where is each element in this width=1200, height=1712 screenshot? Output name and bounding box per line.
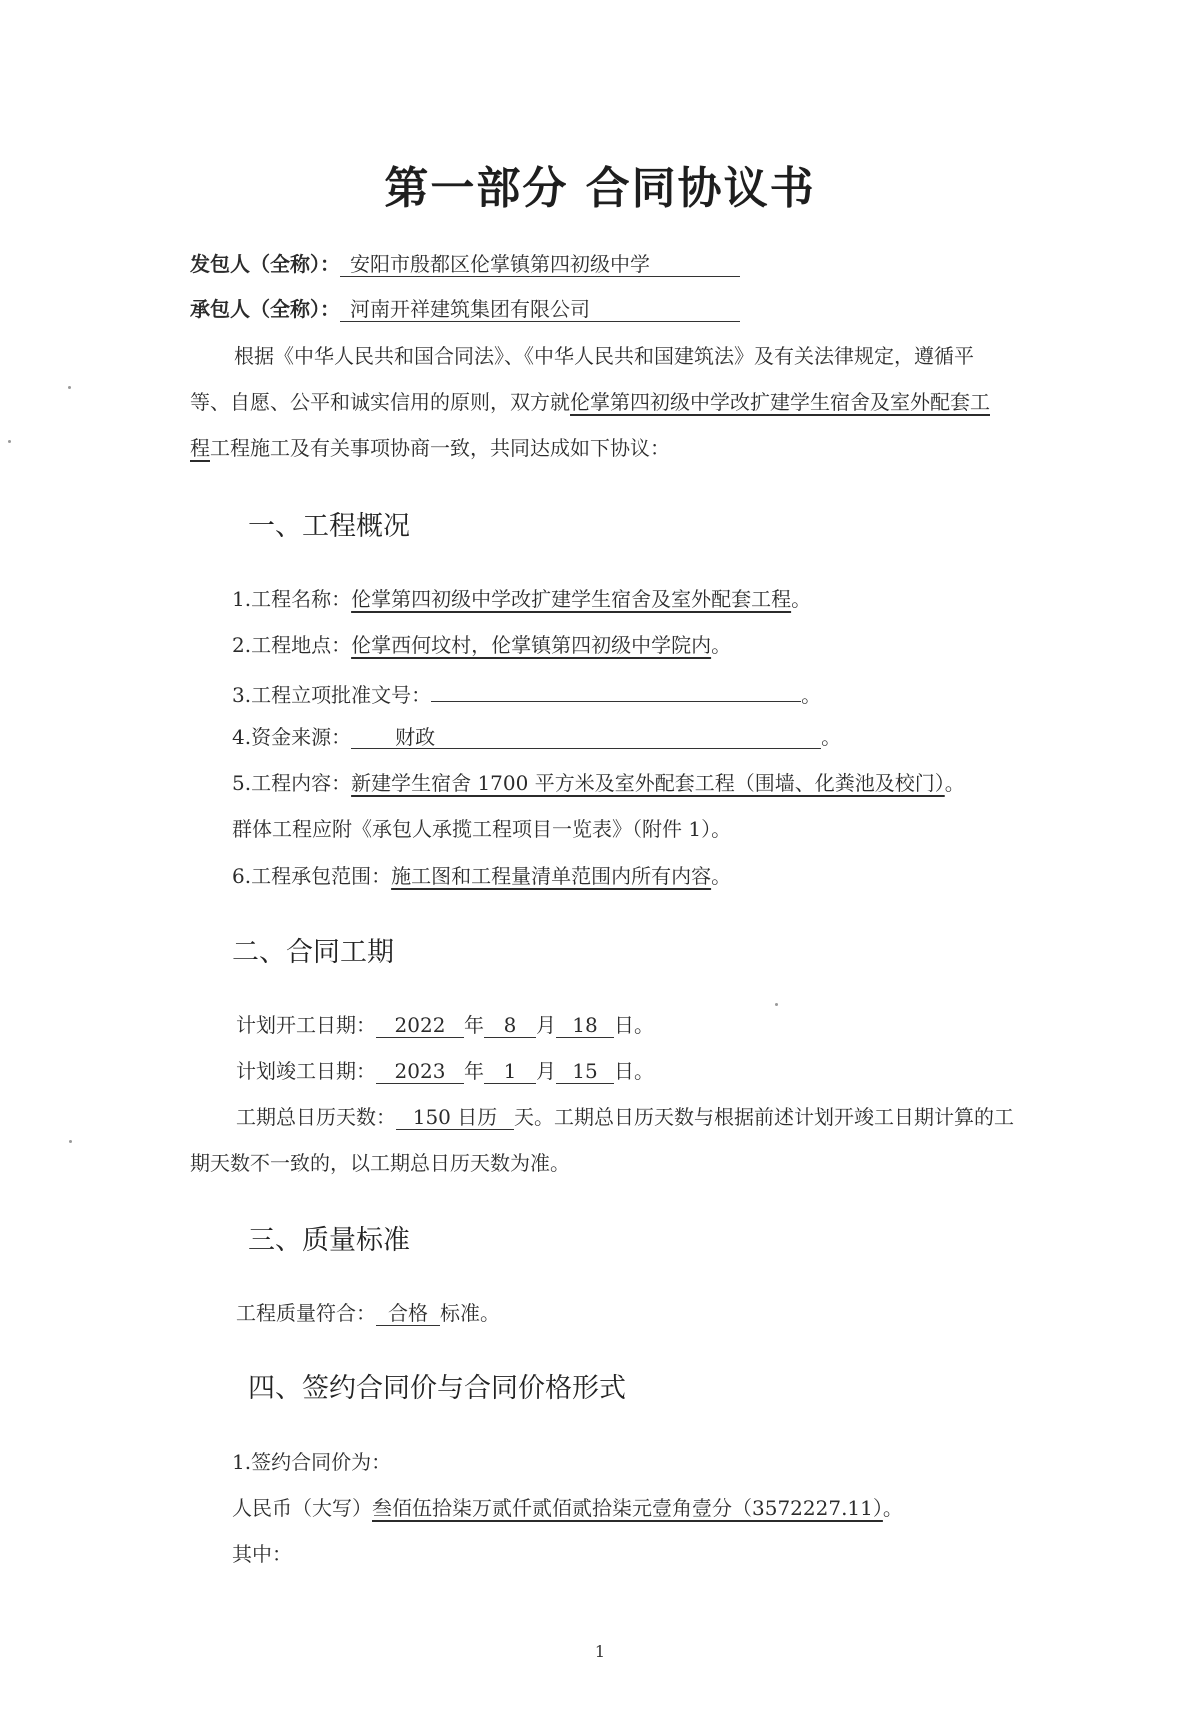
- quality-label: 工程质量符合：: [236, 1301, 376, 1325]
- start-day: 18: [556, 1013, 614, 1038]
- item-value: 伦掌西何坟村，伦掌镇第四初级中学院内: [351, 633, 712, 657]
- of-which-label: 其中：: [232, 1542, 292, 1566]
- rmb-end: 。: [882, 1496, 903, 1520]
- total-value: 150 日历: [396, 1105, 514, 1130]
- month-unit: 月: [536, 1059, 556, 1083]
- intro-line-2: [190, 388, 990, 416]
- rmb-amount-words: 叁佰伍拾柒万贰仟贰佰贰拾柒元壹角壹分: [372, 1496, 732, 1520]
- item-project-content: [232, 769, 965, 797]
- item-end: 。: [791, 587, 812, 611]
- page-number: 1: [594, 1642, 606, 1661]
- section-heading-contract-price: 四、签约合同价与合同价格形式: [248, 1373, 626, 1404]
- start-month: 8: [484, 1013, 536, 1038]
- item-value: [431, 677, 801, 702]
- rmb-amount-line: [232, 1494, 903, 1522]
- contract-price-item: 1.签约合同价为：: [232, 1450, 392, 1474]
- item-label: 1.工程名称：: [232, 587, 352, 611]
- project-name-underlined-end: 程: [190, 436, 210, 460]
- item-label: 2.工程地点：: [232, 633, 352, 657]
- end-year: 2023: [376, 1059, 464, 1084]
- day-unit: 日。: [614, 1059, 654, 1083]
- scan-speck: [8, 440, 11, 443]
- scan-speck: [69, 1140, 72, 1143]
- item-project-name: [232, 585, 811, 613]
- item-value: 新建学生宿舍 1700 平方米及室外配套工程（围墙、化粪池及校门）: [351, 771, 945, 795]
- quality-suffix: 标准。: [440, 1301, 500, 1325]
- item-project-location: [232, 631, 731, 659]
- item-value: 财政: [351, 725, 821, 749]
- start-label: 计划开工日期：: [236, 1013, 376, 1037]
- year-unit: 年: [464, 1013, 484, 1037]
- month-unit: 月: [536, 1013, 556, 1037]
- total-label: 工期总日历天数：: [236, 1105, 396, 1129]
- planned-start-date: [236, 1011, 654, 1039]
- employer-label: 发包人（全称）：: [190, 252, 340, 276]
- quality-standard-line: [236, 1299, 500, 1327]
- project-name-underlined: 伦掌第四初级中学改扩建学生宿舍及室外配套工: [570, 390, 990, 414]
- end-month: 1: [484, 1059, 536, 1084]
- scan-speck: [775, 1003, 778, 1006]
- page-title: 第一部分 合同协议书: [384, 163, 816, 214]
- rmb-label: 人民币（大写）: [232, 1496, 372, 1520]
- intro-line-1: 根据《中华人民共和国合同法》、《中华人民共和国建筑法》及有关法律规定，遵循平: [234, 344, 974, 368]
- item-label: 3.工程立项批准文号：: [232, 683, 432, 707]
- item-end: 。: [801, 683, 822, 707]
- item-end: 。: [711, 864, 732, 888]
- item-group-note: 群体工程应附《承包人承揽工程项目一览表》（附件 1）。: [232, 817, 732, 841]
- intro-line-3-rest: 工程施工及有关事项协商一致，共同达成如下协议：: [210, 436, 670, 460]
- quality-value: 合格: [376, 1301, 440, 1326]
- item-value: 施工图和工程量清单范围内所有内容: [391, 864, 712, 888]
- intro-line-3: [190, 434, 670, 462]
- total-days-line-1: [236, 1103, 1014, 1131]
- item-end: 。: [711, 633, 732, 657]
- item-label: 5.工程内容：: [232, 771, 352, 795]
- item-label: 6.工程承包范围：: [232, 864, 392, 888]
- total-days-line-2: 期天数不一致的，以工期总日历天数为准。: [190, 1151, 570, 1175]
- rmb-amount-number: （3572227.11）: [732, 1496, 883, 1520]
- year-unit: 年: [464, 1059, 484, 1083]
- item-contract-scope: [232, 862, 731, 890]
- end-label: 计划竣工日期：: [236, 1059, 376, 1083]
- item-label: 4.资金来源：: [232, 725, 352, 749]
- end-day: 15: [556, 1059, 614, 1084]
- start-year: 2022: [376, 1013, 464, 1038]
- employer-name: 安阳市殷都区伦掌镇第四初级中学: [340, 252, 740, 277]
- intro-line-2-prefix: 等、自愿、公平和诚实信用的原则，双方就: [190, 390, 570, 414]
- section-heading-overview: 一、工程概况: [248, 511, 410, 542]
- day-unit: 日。: [614, 1013, 654, 1037]
- contractor-label: 承包人（全称）：: [190, 297, 340, 321]
- item-end: 。: [944, 771, 965, 795]
- item-approval-number: [232, 677, 821, 709]
- contractor-name: 河南开祥建筑集团有限公司: [340, 297, 740, 322]
- section-heading-quality: 三、质量标准: [248, 1225, 410, 1256]
- item-end: 。: [821, 725, 842, 749]
- scan-speck: [68, 386, 71, 389]
- item-value: 伦掌第四初级中学改扩建学生宿舍及室外配套工程: [351, 587, 792, 611]
- item-funding-source: [232, 723, 841, 751]
- employer-row: [190, 250, 740, 278]
- planned-completion-date: [236, 1057, 654, 1085]
- section-heading-period: 二、合同工期: [232, 937, 394, 968]
- total-rest: 天。工期总日历天数与根据前述计划开竣工日期计算的工: [514, 1105, 1014, 1129]
- contractor-row: [190, 295, 740, 323]
